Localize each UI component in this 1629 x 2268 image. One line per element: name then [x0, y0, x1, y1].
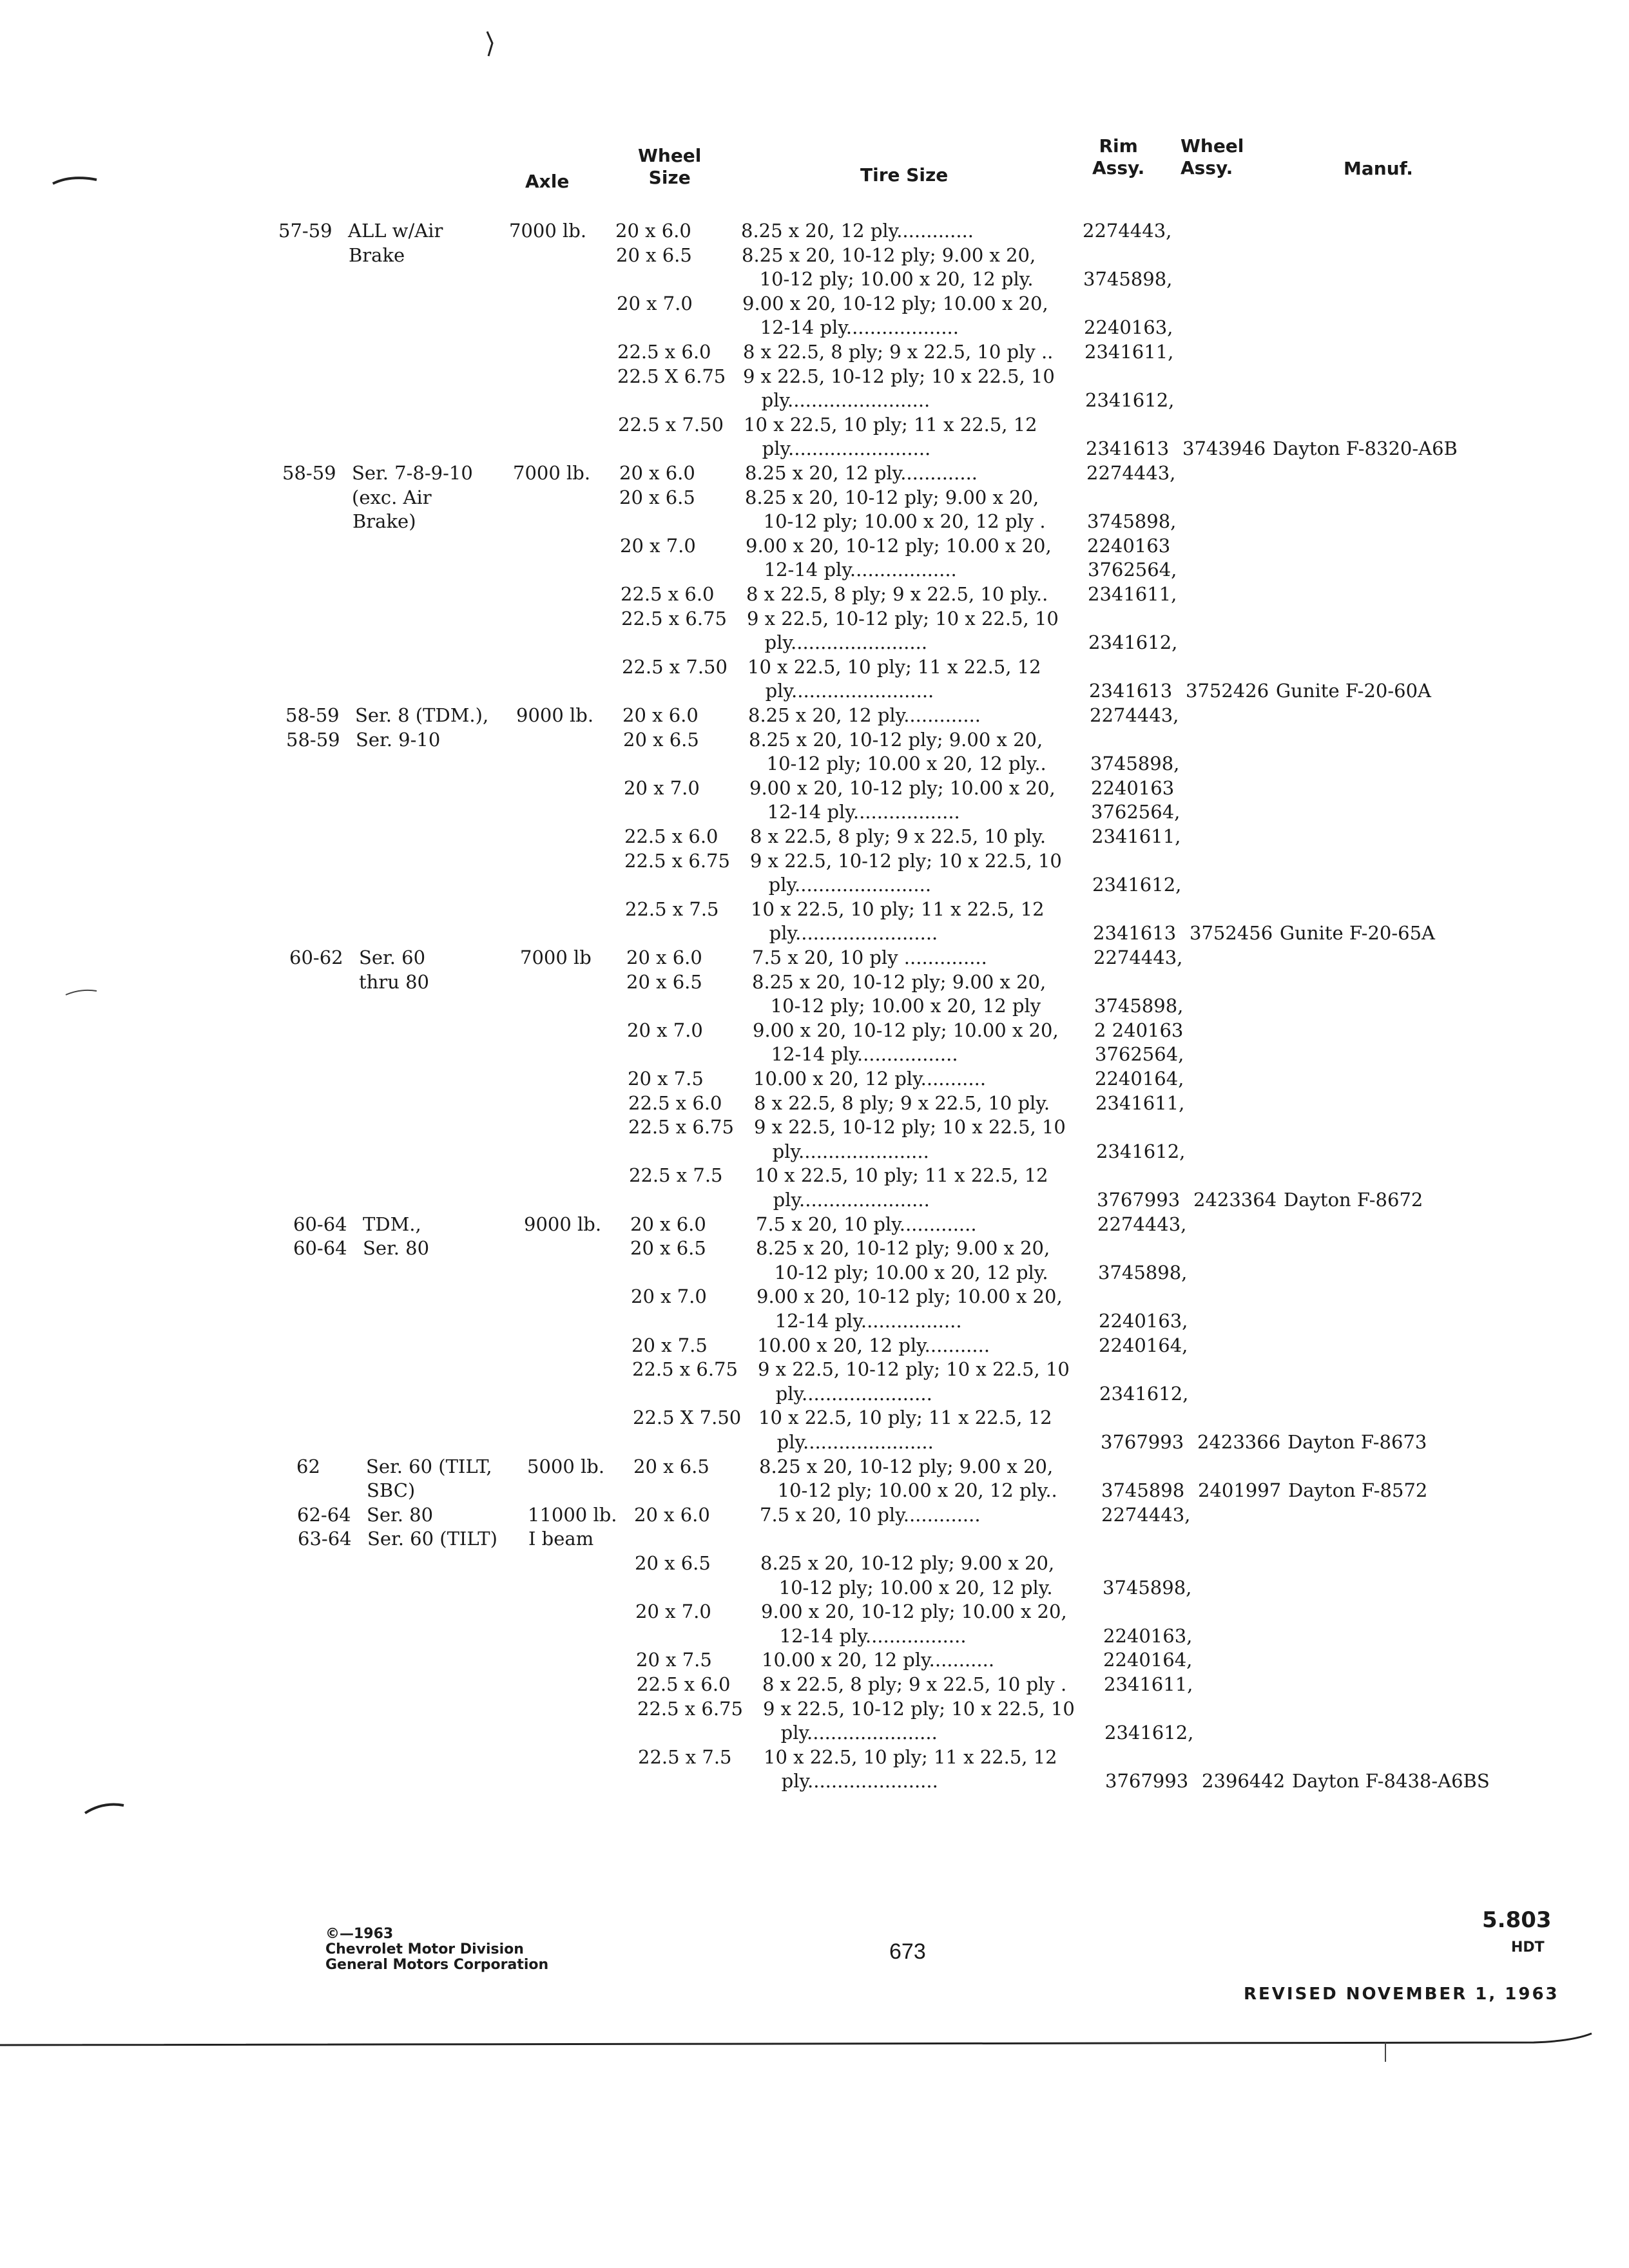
cell-tire: 8.25 x 20, 10-12 ply; 9.00 x 20, [759, 1456, 1054, 1477]
copyright-block [325, 1927, 548, 1973]
cell-tire: 12-14 ply................... [742, 316, 959, 338]
cell-wheel: 22.5 X 7.50 [633, 1407, 742, 1428]
cell-rim: 2274443, [1097, 1213, 1187, 1235]
cell-tire: 8 x 22.5, 8 ply; 9 x 22.5, 10 ply.. [746, 583, 1048, 605]
cell-tire: 10-12 ply; 10.00 x 20, 12 ply . [746, 510, 1046, 532]
cell-wheel: 20 x 7.0 [617, 293, 693, 314]
cell-rim: 2240164, [1099, 1334, 1188, 1356]
cell-tire: 9.00 x 20, 10-12 ply; 10.00 x 20, [749, 777, 1055, 799]
cell-manuf: Dayton F-8320-A6B [1273, 437, 1458, 459]
cell-rim: 2240164, [1095, 1068, 1184, 1090]
cell-rim: 3745898, [1103, 1577, 1192, 1599]
margin-mark-2 [64, 986, 103, 999]
header-rim-assy-line1: Rim [1099, 135, 1138, 157]
cell-year: 62-64 [297, 1504, 351, 1526]
cell-wheel: 22.5 x 6.0 [621, 583, 715, 605]
cell-year: 58-59 [282, 462, 336, 484]
cell-wheel: 20 x 6.0 [622, 704, 699, 726]
cell-rim: 2341611, [1104, 1673, 1193, 1695]
cell-tire: 9 x 22.5, 10-12 ply; 10 x 22.5, 10 [750, 850, 1062, 872]
cell-wheel: 22.5 x 6.0 [617, 341, 711, 363]
cell-model: TDM., [363, 1213, 421, 1235]
cell-tire: 8.25 x 20, 12 ply............. [745, 462, 978, 484]
cell-tire: ply...................... [755, 1189, 930, 1211]
cell-wheel: 20 x 6.5 [619, 486, 695, 508]
cell-tire: ply........................ [747, 680, 934, 702]
cell-wheel: 20 x 7.5 [628, 1068, 704, 1090]
cell-wheel: 22.5 x 7.5 [625, 898, 719, 920]
cell-manuf: Gunite F-20-65A [1280, 922, 1435, 944]
cell-wheel: 20 x 6.5 [633, 1456, 709, 1477]
cell-tire: 12-14 ply................. [762, 1625, 967, 1647]
cell-rim: 3745898, [1087, 510, 1177, 532]
cell-rim: 2341613 [1093, 922, 1177, 944]
cell-tire: 10 x 22.5, 10 ply; 11 x 22.5, 12 [744, 414, 1037, 436]
cell-rim: 3745898, [1090, 753, 1180, 774]
cell-model: Ser. 60 [359, 947, 426, 968]
cell-wheel: 20 x 6.5 [630, 1237, 706, 1259]
cell-tire: ply...................... [759, 1431, 934, 1453]
cell-rim: 3762564, [1095, 1043, 1184, 1065]
cell-rim: 2341612, [1085, 389, 1175, 411]
cell-wheel: 20 x 6.5 [623, 729, 699, 751]
cell-tire: 8.25 x 20, 10-12 ply; 9.00 x 20, [752, 971, 1046, 993]
cell-tire: 8.25 x 20, 12 ply............. [748, 704, 981, 726]
cell-wheel-assy: 2396442 [1202, 1770, 1286, 1792]
header-manuf: Manuf. [1344, 158, 1413, 179]
cell-rim: 2274443, [1083, 220, 1172, 242]
cell-rim: 2341611, [1092, 825, 1181, 847]
cell-wheel: 20 x 7.0 [627, 1019, 703, 1041]
cell-tire: 10 x 22.5, 10 ply; 11 x 22.5, 12 [755, 1164, 1048, 1186]
header-axle: Axle [525, 171, 570, 192]
cell-tire: 12-14 ply................. [753, 1043, 958, 1065]
cell-tire: 8 x 22.5, 8 ply; 9 x 22.5, 10 ply. [750, 825, 1046, 847]
cell-wheel-assy: 3743946 [1182, 437, 1266, 459]
cell-tire: 7.5 x 20, 10 ply .............. [752, 947, 987, 968]
cell-tire: ply........................ [744, 437, 931, 459]
cell-rim: 3745898, [1083, 268, 1173, 290]
section-sub: HDT [1511, 1939, 1545, 1956]
cell-manuf: Dayton F-8673 [1287, 1431, 1427, 1453]
cell-wheel: 20 x 6.0 [634, 1504, 710, 1526]
cell-tire: 10.00 x 20, 12 ply........... [753, 1068, 987, 1090]
cell-tire: 9.00 x 20, 10-12 ply; 10.00 x 20, [761, 1600, 1067, 1622]
cell-rim: 2341612, [1088, 631, 1178, 653]
cell-wheel: 20 x 6.5 [635, 1552, 711, 1574]
cell-tire: 10 x 22.5, 10 ply; 11 x 22.5, 12 [764, 1746, 1057, 1768]
cell-tire: 10-12 ply; 10.00 x 20, 12 ply. [761, 1577, 1053, 1599]
header-rim-assy [1092, 135, 1144, 179]
cell-wheel: 20 x 7.5 [631, 1334, 708, 1356]
cell-model: Ser. 60 (TILT, [366, 1456, 492, 1477]
cell-rim: 3767993 [1105, 1770, 1189, 1792]
cell-tire: ply...................... [758, 1383, 932, 1405]
cell-rim: 2240163, [1084, 316, 1173, 338]
cell-tire: ply....................... [751, 874, 932, 896]
header-wheel-size [638, 145, 701, 189]
cell-tire: 9.00 x 20, 10-12 ply; 10.00 x 20, [757, 1285, 1063, 1307]
cell-tire: 8 x 22.5, 8 ply; 9 x 22.5, 10 ply . [762, 1673, 1067, 1695]
cell-tire: 8.25 x 20, 10-12 ply; 9.00 x 20, [749, 729, 1043, 751]
cell-rim: 2240163 [1087, 535, 1171, 557]
cell-rim: 2274443, [1090, 704, 1179, 726]
cell-wheel: 22.5 x 7.50 [622, 656, 728, 678]
cell-wheel: 22.5 x 6.75 [632, 1358, 738, 1380]
cell-axle: 9000 lb. [524, 1213, 602, 1235]
cell-wheel-assy: 2423364 [1193, 1189, 1277, 1211]
cell-model: Ser. 60 (TILT) [367, 1528, 497, 1550]
cell-tire: 10-12 ply; 10.00 x 20, 12 ply. [757, 1262, 1048, 1283]
cell-year: 60-62 [289, 947, 343, 968]
cell-rim: 2341613 [1089, 680, 1173, 702]
cell-manuf: Dayton F-8572 [1288, 1479, 1428, 1501]
cell-tire: 10-12 ply; 10.00 x 20, 12 ply.. [760, 1479, 1057, 1501]
cell-rim: 2274443, [1101, 1504, 1191, 1526]
cell-tire: ply...................... [755, 1140, 929, 1162]
cell-tire: 9 x 22.5, 10-12 ply; 10 x 22.5, 10 [758, 1358, 1070, 1380]
cell-rim: 3745898, [1094, 995, 1184, 1017]
cell-tire: 9 x 22.5, 10-12 ply; 10 x 22.5, 10 [747, 608, 1059, 629]
cell-model: (exc. Air [352, 486, 432, 508]
cell-tire: 10 x 22.5, 10 ply; 11 x 22.5, 12 [758, 1407, 1052, 1428]
cell-tire: 12-14 ply.................. [746, 559, 957, 581]
cell-tire: 7.5 x 20, 10 ply............. [760, 1504, 981, 1526]
header-wheel-size-line2: Size [648, 167, 691, 188]
cell-tire: 9.00 x 20, 10-12 ply; 10.00 x 20, [753, 1019, 1059, 1041]
cell-rim: 3767993 [1101, 1431, 1184, 1453]
cell-wheel-assy: 2423366 [1197, 1431, 1281, 1453]
cell-rim: 2240163, [1103, 1625, 1193, 1647]
cell-model: ALL w/Air [348, 220, 443, 242]
cell-tire: 9 x 22.5, 10-12 ply; 10 x 22.5, 10 [743, 365, 1055, 387]
cell-wheel: 20 x 6.0 [630, 1213, 706, 1235]
cell-rim: 2274443, [1094, 947, 1183, 968]
cell-axle: 5000 lb. [527, 1456, 605, 1477]
cell-rim: 2240163, [1099, 1310, 1188, 1332]
cell-model: SBC) [367, 1479, 416, 1501]
cell-axle: 7000 lb. [513, 462, 591, 484]
cell-wheel: 22.5 X 6.75 [617, 365, 726, 387]
margin-mark-3 [84, 1798, 129, 1817]
cell-tire: 9 x 22.5, 10-12 ply; 10 x 22.5, 10 [754, 1116, 1066, 1138]
cell-tire: ply...................... [763, 1722, 938, 1744]
section-number: 5.803 [1482, 1907, 1552, 1933]
cell-wheel: 22.5 x 6.0 [624, 825, 718, 847]
cell-wheel: 20 x 7.5 [636, 1649, 712, 1671]
cell-model: Ser. 8 (TDM.), [355, 704, 489, 726]
cell-tire: 10-12 ply; 10.00 x 20, 12 ply. [742, 268, 1034, 290]
cell-wheel: 20 x 6.0 [626, 947, 702, 968]
cell-rim: 2341611, [1095, 1092, 1185, 1114]
cell-wheel: 22.5 x 7.5 [638, 1746, 732, 1768]
cell-rim: 2341612, [1096, 1140, 1186, 1162]
copyright-division: Chevrolet Motor Division [325, 1941, 524, 1957]
header-wheel-assy-line1: Wheel [1181, 135, 1244, 157]
cell-model: Ser. 7-8-9-10 [352, 462, 473, 484]
header-rim-assy-line2: Assy. [1092, 157, 1145, 178]
cell-rim: 2341611, [1084, 341, 1174, 363]
cell-tire: 10-12 ply; 10.00 x 20, 12 ply.. [749, 753, 1046, 774]
cell-rim: 3767993 [1097, 1189, 1181, 1211]
cell-rim: 3762564, [1088, 559, 1177, 581]
cell-tire: 10 x 22.5, 10 ply; 11 x 22.5, 12 [747, 656, 1041, 678]
revised-date: REVISED NOVEMBER 1, 1963 [1244, 1984, 1559, 2004]
cell-tire: ply........................ [751, 922, 938, 944]
cell-wheel: 20 x 7.0 [620, 535, 696, 557]
cell-axle: I beam [528, 1528, 594, 1550]
cell-tire: ply....................... [747, 631, 928, 653]
cell-wheel: 22.5 x 7.5 [629, 1164, 723, 1186]
cell-model: Brake [349, 244, 405, 266]
bottom-rule [0, 2030, 1629, 2068]
cell-wheel: 22.5 x 6.75 [637, 1698, 743, 1720]
cell-tire: 10.00 x 20, 12 ply........... [762, 1649, 995, 1671]
header-wheel-assy [1181, 135, 1244, 179]
cell-axle: 11000 lb. [528, 1504, 617, 1526]
cell-manuf: Gunite F-20-60A [1276, 680, 1431, 702]
cell-tire: ply........................ [744, 389, 930, 411]
cell-rim: 2274443, [1086, 462, 1176, 484]
cell-wheel: 22.5 x 6.0 [637, 1673, 731, 1695]
cell-tire: 8.25 x 20, 10-12 ply; 9.00 x 20, [756, 1237, 1050, 1259]
cell-rim: 2341611, [1088, 583, 1177, 605]
cell-rim: 2341612, [1099, 1383, 1189, 1405]
cell-model: Ser. 9-10 [356, 729, 441, 751]
cell-model: Ser. 80 [367, 1504, 434, 1526]
cell-tire: 10.00 x 20, 12 ply........... [757, 1334, 990, 1356]
cell-year: 57-59 [278, 220, 333, 242]
cell-wheel: 20 x 7.0 [624, 777, 700, 799]
cell-rim: 3745898 [1101, 1479, 1185, 1501]
copyright-year: ©—1963 [325, 1926, 394, 1942]
cell-wheel: 20 x 6.5 [616, 244, 692, 266]
cell-axle: 7000 lb [520, 947, 592, 968]
cell-axle: 7000 lb. [509, 220, 587, 242]
cell-year: 58-59 [285, 704, 340, 726]
cell-tire: 8 x 22.5, 8 ply; 9 x 22.5, 10 ply .. [743, 341, 1054, 363]
cell-year: 60-64 [293, 1213, 347, 1235]
margin-mark-1 [52, 171, 103, 190]
cell-rim: 2341613 [1086, 437, 1170, 459]
cell-wheel: 22.5 x 6.75 [621, 608, 727, 629]
cell-rim: 2240163 [1091, 777, 1175, 799]
cell-wheel: 22.5 x 6.75 [624, 850, 730, 872]
cell-manuf: Dayton F-8438-A6BS [1292, 1770, 1490, 1792]
cell-tire: 9.00 x 20, 10-12 ply; 10.00 x 20, [746, 535, 1052, 557]
cell-wheel-assy: 3752456 [1190, 922, 1273, 944]
cell-tire: 8.25 x 20, 10-12 ply; 9.00 x 20, [742, 244, 1036, 266]
cell-tire: 12-14 ply.................. [749, 801, 960, 823]
header-wheel-size-line1: Wheel [638, 145, 702, 166]
cell-year: 62 [296, 1456, 320, 1477]
cell-tire: 8.25 x 20, 12 ply............. [741, 220, 974, 242]
cell-wheel: 20 x 6.5 [626, 971, 702, 993]
cell-rim: 2240164, [1103, 1649, 1193, 1671]
cell-wheel: 22.5 x 6.0 [628, 1092, 722, 1114]
cell-manuf: Dayton F-8672 [1284, 1189, 1423, 1211]
cell-year: 60-64 [293, 1237, 347, 1259]
cell-wheel: 20 x 6.0 [615, 220, 691, 242]
cell-tire: 10 x 22.5, 10 ply; 11 x 22.5, 12 [751, 898, 1045, 920]
cell-wheel: 22.5 x 6.75 [628, 1116, 734, 1138]
cell-model: Brake) [352, 510, 416, 532]
cell-tire: 9 x 22.5, 10-12 ply; 10 x 22.5, 10 [763, 1698, 1075, 1720]
header-tire-size: Tire Size [860, 164, 949, 186]
cell-rim: 2341612, [1104, 1722, 1194, 1744]
cell-wheel: 22.5 x 7.50 [618, 414, 724, 436]
header-wheel-assy-line2: Assy. [1181, 157, 1233, 178]
page-number: 673 [889, 1939, 926, 1964]
cell-rim: 2 240163 [1094, 1019, 1184, 1041]
cell-rim: 2341612, [1092, 874, 1182, 896]
cell-wheel: 20 x 6.0 [619, 462, 695, 484]
cell-tire: ply...................... [764, 1770, 938, 1792]
cell-rim: 3762564, [1091, 801, 1181, 823]
cell-year: 58-59 [286, 729, 340, 751]
cell-tire: 8.25 x 20, 10-12 ply; 9.00 x 20, [745, 486, 1039, 508]
top-mark [485, 29, 497, 61]
cell-tire: 9.00 x 20, 10-12 ply; 10.00 x 20, [742, 293, 1048, 314]
cell-wheel-assy: 2401997 [1198, 1479, 1282, 1501]
cell-rim: 3745898, [1098, 1262, 1188, 1283]
cell-model: thru 80 [359, 971, 429, 993]
copyright-corporation: General Motors Corporation [325, 1957, 549, 1973]
cell-axle: 9000 lb. [516, 704, 594, 726]
cell-tire: 8 x 22.5, 8 ply; 9 x 22.5, 10 ply. [754, 1092, 1050, 1114]
cell-wheel-assy: 3752426 [1186, 680, 1269, 702]
cell-tire: 7.5 x 20, 10 ply............. [756, 1213, 977, 1235]
cell-model: Ser. 80 [363, 1237, 430, 1259]
cell-wheel: 20 x 7.0 [635, 1600, 711, 1622]
cell-tire: 8.25 x 20, 10-12 ply; 9.00 x 20, [760, 1552, 1055, 1574]
cell-wheel: 20 x 7.0 [631, 1285, 707, 1307]
cell-tire: 12-14 ply................. [757, 1310, 962, 1332]
cell-year: 63-64 [298, 1528, 352, 1550]
cell-tire: 10-12 ply; 10.00 x 20, 12 ply [753, 995, 1041, 1017]
